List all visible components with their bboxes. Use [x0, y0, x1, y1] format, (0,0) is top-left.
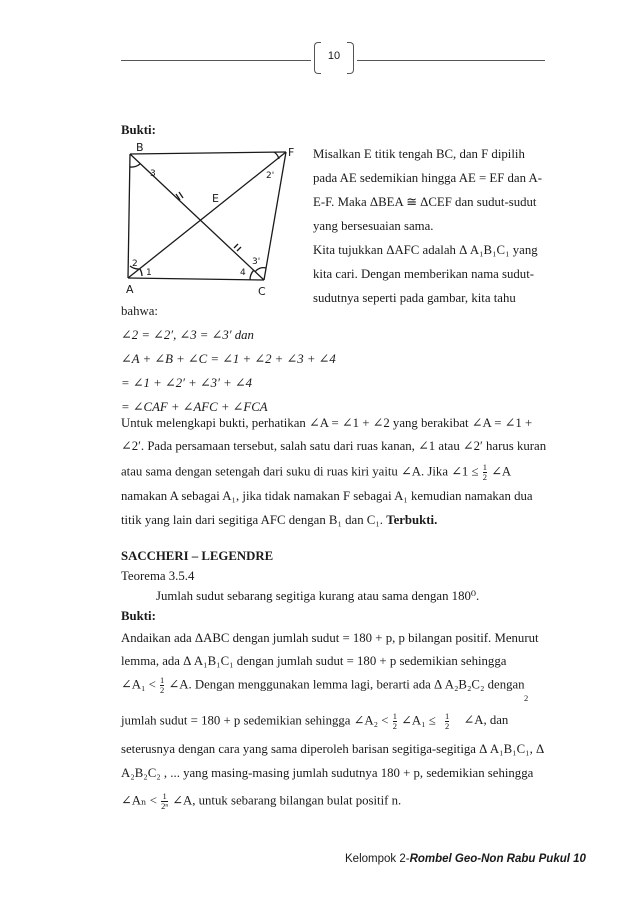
proof-text-line: ∠A₁ < $\frac{1}{2}$ ∠A. Dengan menggunakan lemma lagi, berarti ada Δ A₂B₂C₂ dengan [121, 675, 525, 695]
proof-text-line: ∠Aₙ < $\frac{1}{\text{2ⁿ}}$ ∠A, untuk sebarang bilangan bulat positif n. [121, 791, 402, 811]
proof-heading: Bukti: [121, 609, 156, 623]
proof-text-line: kita cari. Dengan memberikan nama sudut- [313, 267, 535, 281]
page-number: 10 [314, 42, 354, 74]
proof-text-line: bahwa: [121, 304, 158, 318]
proof-text-line: Misalkan E titik tengah BC, dan F dipilih [313, 147, 525, 161]
label-angle-2-prime: 2' [266, 171, 275, 181]
superscript-2: 2 [524, 693, 529, 703]
fraction-half: $\frac{1}{2}$ [392, 711, 397, 731]
theorem-label: Teorema 3.5.4 [121, 569, 195, 583]
label-E: E [212, 192, 219, 205]
header-rule-left [121, 60, 311, 61]
proof-text-line: namakan A sebagai A₁, jika tidak namakan F sebagai A₁ kemudian namakan dua [121, 489, 533, 503]
proof-text-line: sudutnya seperti pada gambar, kita tahu [313, 291, 516, 305]
terbukti-label: Terbukti. [386, 513, 438, 527]
label-angle-3: 3 [150, 169, 156, 179]
segment-AB [128, 154, 130, 278]
proof-text-line: Untuk melengkapi bukti, perhatikan ∠A = ∠1 + ∠2 yang berakibat ∠A = ∠1 + [121, 416, 533, 430]
geometry-figure [118, 140, 304, 300]
segment-AC [128, 278, 264, 280]
label-angle-2: 2 [132, 259, 138, 269]
label-C: C [258, 285, 266, 298]
proof-heading: Bukti: [121, 123, 156, 137]
label-A: A [126, 283, 134, 296]
proof-text-line: Kita tujukkan ΔAFC adalah Δ A₁B₁C₁ yang [313, 243, 538, 257]
proof-text-line: jumlah sudut = 180 + p sedemikian sehingga ∠A₂ < $\frac{1}{2}$ ∠A₁ ≤ $\frac{1}{2}$ ∠A, dan [121, 711, 509, 731]
proof-text-line: pada AE sedemikian hingga AE = EF dan A- [313, 171, 542, 185]
fraction-half: $\frac{1}{2}$ [160, 675, 165, 695]
proof-text-line: ∠2′. Pada persamaan tersebut, salah satu dari ruas kanan, ∠1 atau ∠2′ harus kuran [121, 439, 547, 453]
label-angle-4: 4 [240, 268, 246, 278]
label-angle-3-prime: 3' [252, 257, 261, 267]
proof-text-line: atau sama dengan setengah dari suku di ruas kiri yaitu ∠A. Jika ∠1 ≤ $\frac{1}{2}$ ∠A [121, 462, 512, 482]
equation-line: = ∠CAF + ∠AFC + ∠FCA [121, 400, 268, 414]
fraction-1-over-2n: $\frac{1}{\text{2ⁿ}}$ [161, 791, 169, 811]
header-rule-right [357, 60, 545, 61]
proof-text-line: titik yang lain dari segitiga AFC dengan B₁ dan C₁. Terbukti. [121, 513, 438, 527]
proof-text-line: yang bersesuaian sama. [313, 219, 434, 233]
fraction-half: $\frac{1}{2}$ [482, 462, 487, 482]
label-F: F [288, 146, 295, 159]
theorem-statement: Jumlah sudut sebarang segitiga kurang atau sama dengan 180⁰. [156, 589, 480, 603]
proof-text-line: A₂B₂C₂ , ... yang masing-masing jumlah sudutnya 180 + p, sedemikian sehingga [121, 766, 534, 780]
label-B: B [136, 141, 144, 154]
proof-text-line: Andaikan ada ΔABC dengan jumlah sudut = 180 + p, p bilangan positif. Menurut [121, 631, 539, 645]
page-footer: Kelompok 2-Rombel Geo-Non Rabu Pukul 10 [345, 853, 586, 865]
equation-line: ∠2 = ∠2′, ∠3 = ∠3′ dan [121, 328, 254, 342]
section-title: SACCHERI – LEGENDRE [121, 549, 274, 563]
fraction-half: $\frac{1}{2}$ [445, 711, 450, 731]
segment-BF [130, 152, 286, 154]
label-angle-1: 1 [146, 268, 152, 278]
equation-line: = ∠1 + ∠2′ + ∠3′ + ∠4 [121, 376, 253, 390]
proof-text-line: E-F. Maka ΔBEA ≅ ΔCEF dan sudut-sudut [313, 195, 537, 209]
equation-line: ∠A + ∠B + ∠C = ∠1 + ∠2 + ∠3 + ∠4 [121, 352, 336, 366]
proof-text-line: lemma, ada Δ A₁B₁C₁ dengan jumlah sudut = 180 + p sedemikian sehingga [121, 654, 507, 668]
proof-text-line: seterusnya dengan cara yang sama diperoleh barisan segitiga-segitiga Δ A₁B₁C₁, Δ [121, 742, 545, 756]
